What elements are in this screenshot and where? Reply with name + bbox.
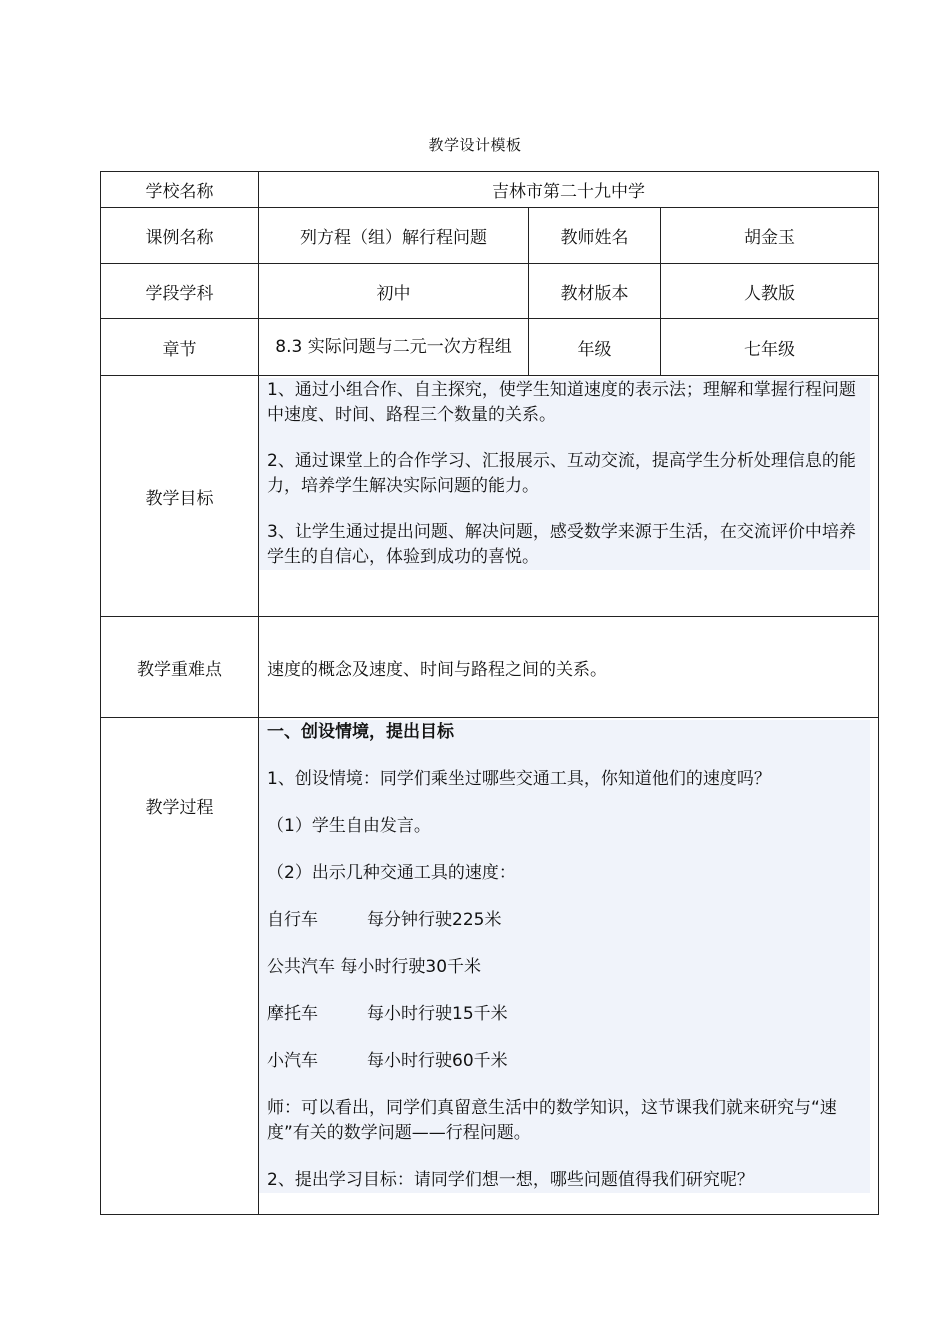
textbook-version-label: 教材版本 [529,264,661,319]
process-sub-2: （2）出示几种交通工具的速度： [267,863,516,883]
teaching-goals-cell [259,376,879,617]
grade-value: 七年级 [661,319,879,376]
key-points-value: 速度的概念及速度、时间与路程之间的关系。 [259,617,879,718]
process-sub-1: （1）学生自由发言。 [267,816,431,836]
teacher-name-value: 胡金玉 [661,208,879,264]
vehicle-row [259,955,870,980]
vehicle-speed: 每小时行驶30千米 [340,957,482,977]
row-chapter [101,319,879,376]
vehicle-speed: 每小时行驶60千米 [367,1051,508,1071]
document-title: 教学设计模板 [428,136,522,154]
process-step-1: 1、创设情境：同学们乘坐过哪些交通工具，你知道他们的速度吗？ [267,769,771,789]
vehicle-name: 摩托车 [267,1004,318,1024]
chapter-label: 章节 [101,319,259,376]
goal-item-3: 3、让学生通过提出问题、解决问题，感受数学来源于生活，在交流评价中培养学生的自信心，体验到成功的喜悦。 [267,522,856,567]
row-key-points [101,617,879,718]
row-lesson [101,208,879,264]
vehicle-row [259,908,870,933]
vehicle-row [259,1002,870,1027]
teacher-remark: 师：可以看出，同学们真留意生活中的数学知识，这节课我们就来研究与“速度”有关的数学问题——行程问题。 [267,1098,837,1143]
lesson-design-table [100,171,879,1215]
vehicle-speed: 每小时行驶15千米 [367,1004,508,1024]
chapter-value: 8.3 实际问题与二元一次方程组 [259,319,529,376]
vehicle-name: 公共汽车 [267,957,335,977]
row-stage [101,264,879,319]
vehicle-name: 小汽车 [267,1051,318,1071]
grade-label: 年级 [529,319,661,376]
lesson-name-label: 课例名称 [101,208,259,264]
textbook-version-value: 人教版 [661,264,879,319]
teaching-goals-label: 教学目标 [101,376,259,617]
lesson-name-value: 列方程（组）解行程问题 [259,208,529,264]
vehicle-name: 自行车 [267,910,318,930]
vehicle-row [259,1049,870,1074]
process-heading: 一、创设情境，提出目标 [267,722,454,742]
teaching-process-label: 教学过程 [101,718,259,1215]
vehicle-speed: 每分钟行驶225米 [367,910,502,930]
row-school [101,172,879,208]
key-points-label: 教学重难点 [101,617,259,718]
school-name-label: 学校名称 [101,172,259,208]
process-step-2: 2、提出学习目标：请同学们想一想，哪些问题值得我们研究呢？ [267,1170,754,1190]
goal-item-1: 1、通过小组合作、自主探究，使学生知道速度的表示法；理解和掌握行程问题中速度、时间、路程三个数量的关系。 [267,380,856,425]
teaching-process-cell [259,718,879,1215]
school-name-value: 吉林市第二十九中学 [259,172,879,208]
row-process [101,718,879,1215]
stage-subject-value: 初中 [259,264,529,319]
row-goals [101,376,879,617]
teacher-name-label: 教师姓名 [529,208,661,264]
goal-item-2: 2、通过课堂上的合作学习、汇报展示、互动交流，提高学生分析处理信息的能力，培养学生解决实际问题的能力。 [267,451,856,496]
stage-subject-label: 学段学科 [101,264,259,319]
